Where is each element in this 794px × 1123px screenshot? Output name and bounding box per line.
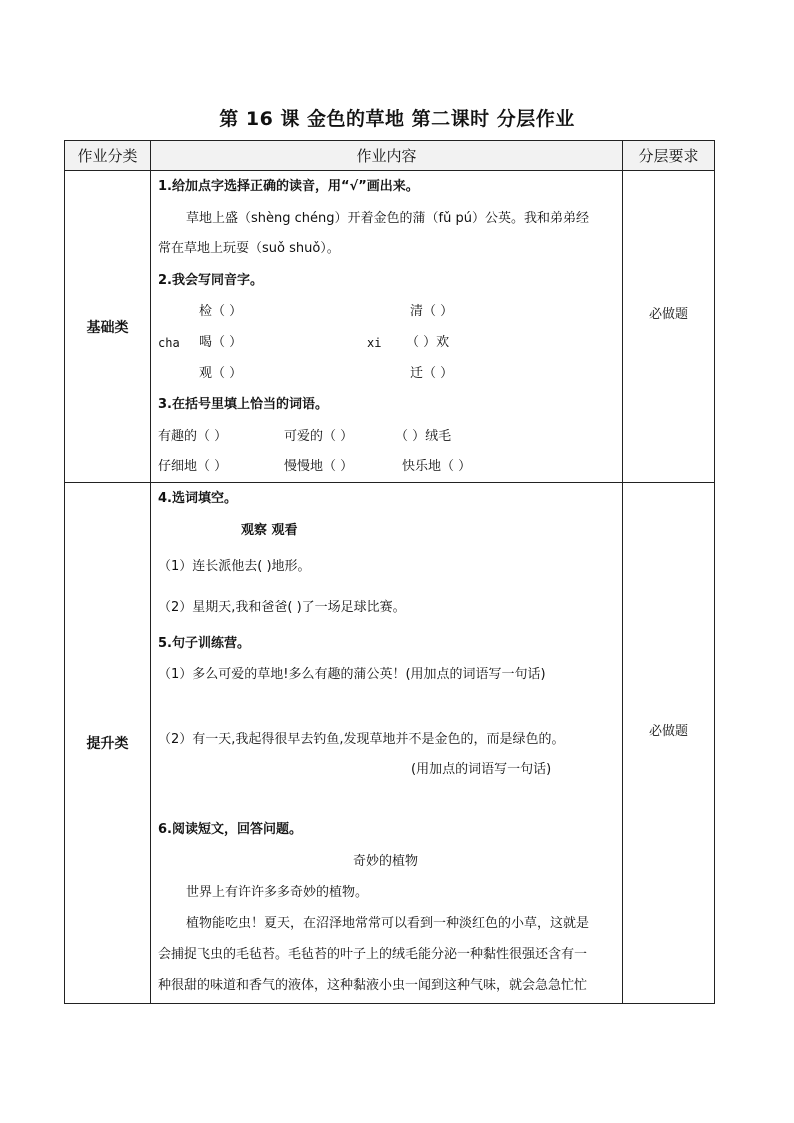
q2-title: 2.我会写同音字。 (158, 273, 263, 288)
basic-category: 基础类 (65, 171, 151, 483)
basic-requirement: 必做题 (623, 171, 715, 483)
q2-cha-3: 观（ ） (199, 366, 243, 381)
advanced-row (65, 483, 715, 1004)
q2-xi-2: （ ）欢 (406, 335, 450, 350)
q3-title: 3.在括号里填上恰当的词语。 (158, 397, 328, 412)
q6-passage-title: 奇妙的植物 (353, 854, 419, 869)
q6-paragraph-2b: 会捕捉飞虫的毛毡苔。毛毡苔的叶子上的绒毛能分泌一种黏性很强还含有一 (158, 947, 588, 962)
q4-sentence-1: （1）连长派他去( )地形。 (158, 559, 311, 574)
q3-b2: 慢慢地（ ） (284, 459, 354, 474)
q3-a2: 可爱的（ ） (284, 429, 354, 444)
q5-sentence-1: （1）多么可爱的草地!多么有趣的蒲公英！(用加点的词语写一句话) (158, 667, 546, 682)
q5-sentence-2: （2）有一天,我起得很早去钓鱼,发现草地并不是金色的，而是绿色的。 (158, 732, 565, 747)
q4-title: 4.选词填空。 (158, 491, 237, 506)
basic-content (151, 171, 623, 483)
q5-title: 5.句子训练营。 (158, 636, 250, 651)
header-content: 作业内容 (151, 141, 623, 171)
q3-a1: 有趣的（ ） (158, 429, 228, 444)
q5-sentence-2-note: (用加点的词语写一句话) (411, 762, 552, 777)
q2-xi-pinyin: xi (367, 336, 382, 350)
header-category: 作业分类 (65, 141, 151, 171)
q2-cha-2: 喝（ ） (199, 335, 243, 350)
q2-xi-3: 迁（ ） (410, 366, 454, 381)
header-requirement: 分层要求 (623, 141, 715, 171)
q2-xi-1: 清（ ） (410, 304, 454, 319)
q2-cha-pinyin: cha (158, 336, 180, 350)
q1-line2: 常在草地上玩耍（suǒ shuǒ）。 (158, 241, 340, 256)
q6-paragraph-1: 世界上有许许多多奇妙的植物。 (186, 885, 369, 900)
page-title: 第 16 课 金色的草地 第二课时 分层作业 (219, 108, 575, 130)
advanced-category: 提升类 (65, 483, 151, 1004)
q1-line1: 草地上盛（shèng chéng）开着金色的蒲（fǔ pú）公英。我和弟弟经 (186, 211, 589, 226)
q3-a3: （ ）绒毛 (395, 429, 452, 444)
q6-paragraph-2c: 种很甜的味道和香气的液体，这种黏液小虫一闻到这种气味，就会急急忙忙 (158, 978, 588, 993)
q2-cha-1: 检（ ） (199, 304, 243, 319)
q3-b1: 仔细地（ ） (158, 459, 228, 474)
q1-title: 1.给加点字选择正确的读音，用“√”画出来。 (158, 179, 419, 194)
q4-words: 观察 观看 (241, 523, 298, 538)
table-header-row (65, 141, 715, 171)
basic-row (65, 171, 715, 483)
homework-table (64, 140, 715, 1004)
advanced-content (151, 483, 623, 1004)
advanced-requirement: 必做题 (623, 483, 715, 1004)
q3-b3: 快乐地（ ） (402, 459, 472, 474)
q6-title: 6.阅读短文，回答问题。 (158, 822, 302, 837)
q4-sentence-2: （2）星期天,我和爸爸( )了一场足球比赛。 (158, 600, 406, 615)
q6-paragraph-2a: 植物能吃虫！夏天，在沼泽地常常可以看到一种淡红色的小草，这就是 (186, 916, 590, 931)
